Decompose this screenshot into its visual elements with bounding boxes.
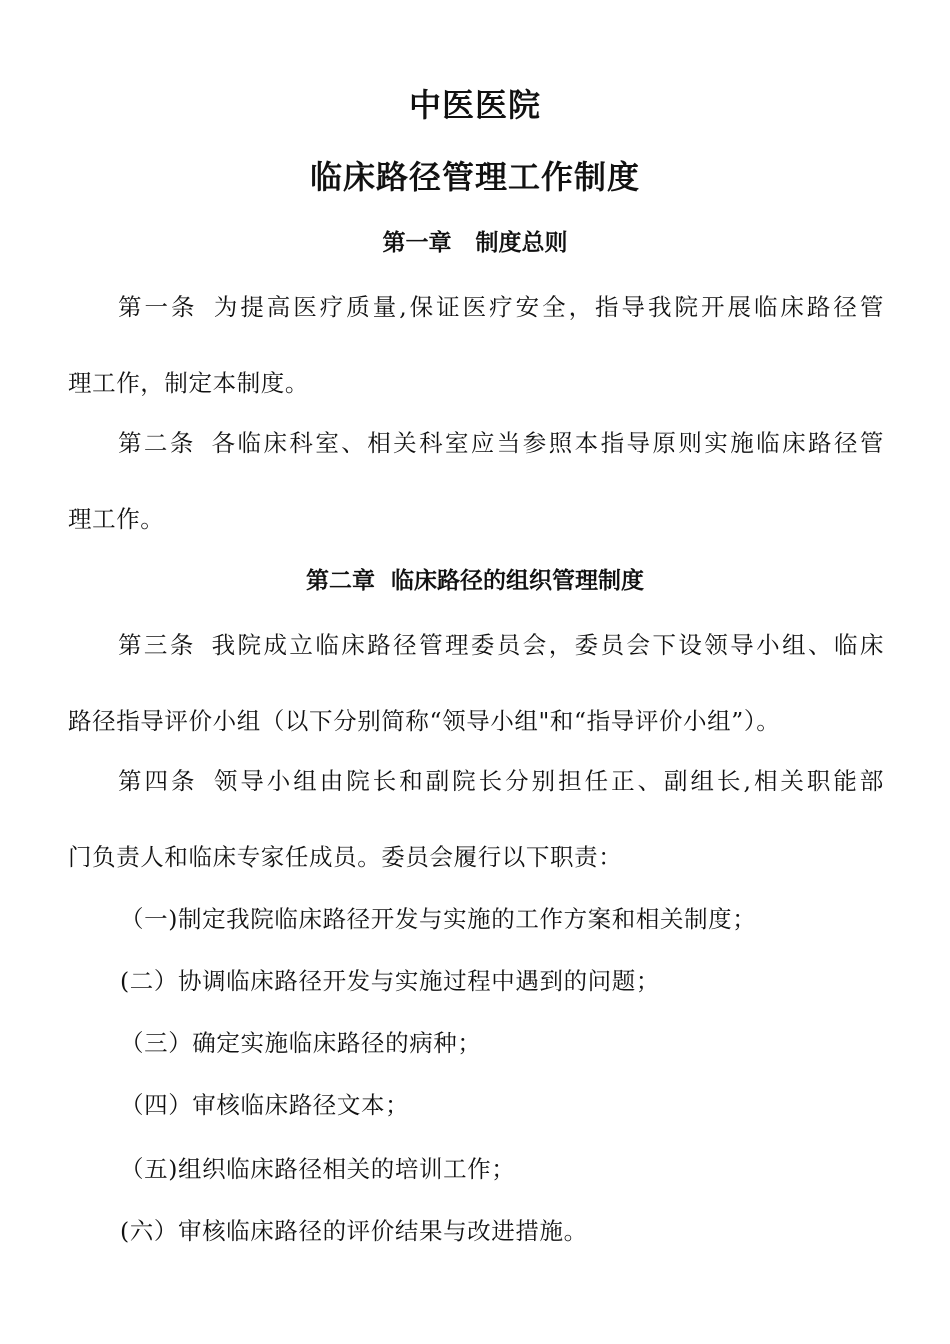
duty-list-item: （三）确定实施临床路径的病种； — [120, 1029, 482, 1057]
duty-list-item: (二）协调临床路径开发与实施过程中遇到的问题； — [120, 967, 660, 995]
document-title-hospital: 中医医院 — [408, 86, 541, 124]
article-text: 各临床科室、相关科室应当参照本指导原则实施临床路径管 — [209, 429, 884, 457]
article-first-line — [118, 626, 884, 660]
duty-list-item: （一)制定我院临床路径开发与实施的工作方案和相关制度； — [120, 905, 757, 933]
article-continuation: 门负责人和临床专家任成员。委员会履行以下职责： — [68, 843, 623, 871]
article-number: 第二条 — [118, 429, 196, 457]
article-first-line — [118, 762, 884, 796]
article-number: 第四条 — [118, 767, 198, 795]
article-continuation: 路径指导评价小组（以下分别简称“领导小组"和“指导评价小组”）。 — [68, 707, 781, 735]
article-text: 为提高医疗质量,保证医疗安全，指导我院开展临床路径管 — [211, 293, 884, 321]
article-continuation: 理工作，制定本制度。 — [68, 369, 309, 397]
chapter-heading: 第二章 临床路径的组织管理制度 — [305, 568, 644, 594]
article-number: 第一条 — [118, 293, 198, 321]
duty-list-item: （四）审核临床路径文本； — [120, 1091, 410, 1119]
article-first-line — [118, 424, 884, 458]
article-first-line — [118, 288, 884, 322]
article-text: 我院成立临床路径管理委员会，委员会下设领导小组、临床 — [209, 631, 884, 659]
chapter-heading: 第一章 制度总则 — [382, 230, 568, 256]
document-title-main: 临床路径管理工作制度 — [309, 158, 640, 196]
article-number: 第三条 — [118, 631, 196, 659]
article-continuation: 理工作。 — [68, 505, 165, 533]
article-text: 领导小组由院长和副院长分别担任正、副组长,相关职能部 — [211, 767, 884, 795]
duty-list-item: （五)组织临床路径相关的培训工作； — [120, 1155, 516, 1183]
duty-list-item: (六）审核临床路径的评价结果与改进措施。 — [120, 1217, 588, 1245]
